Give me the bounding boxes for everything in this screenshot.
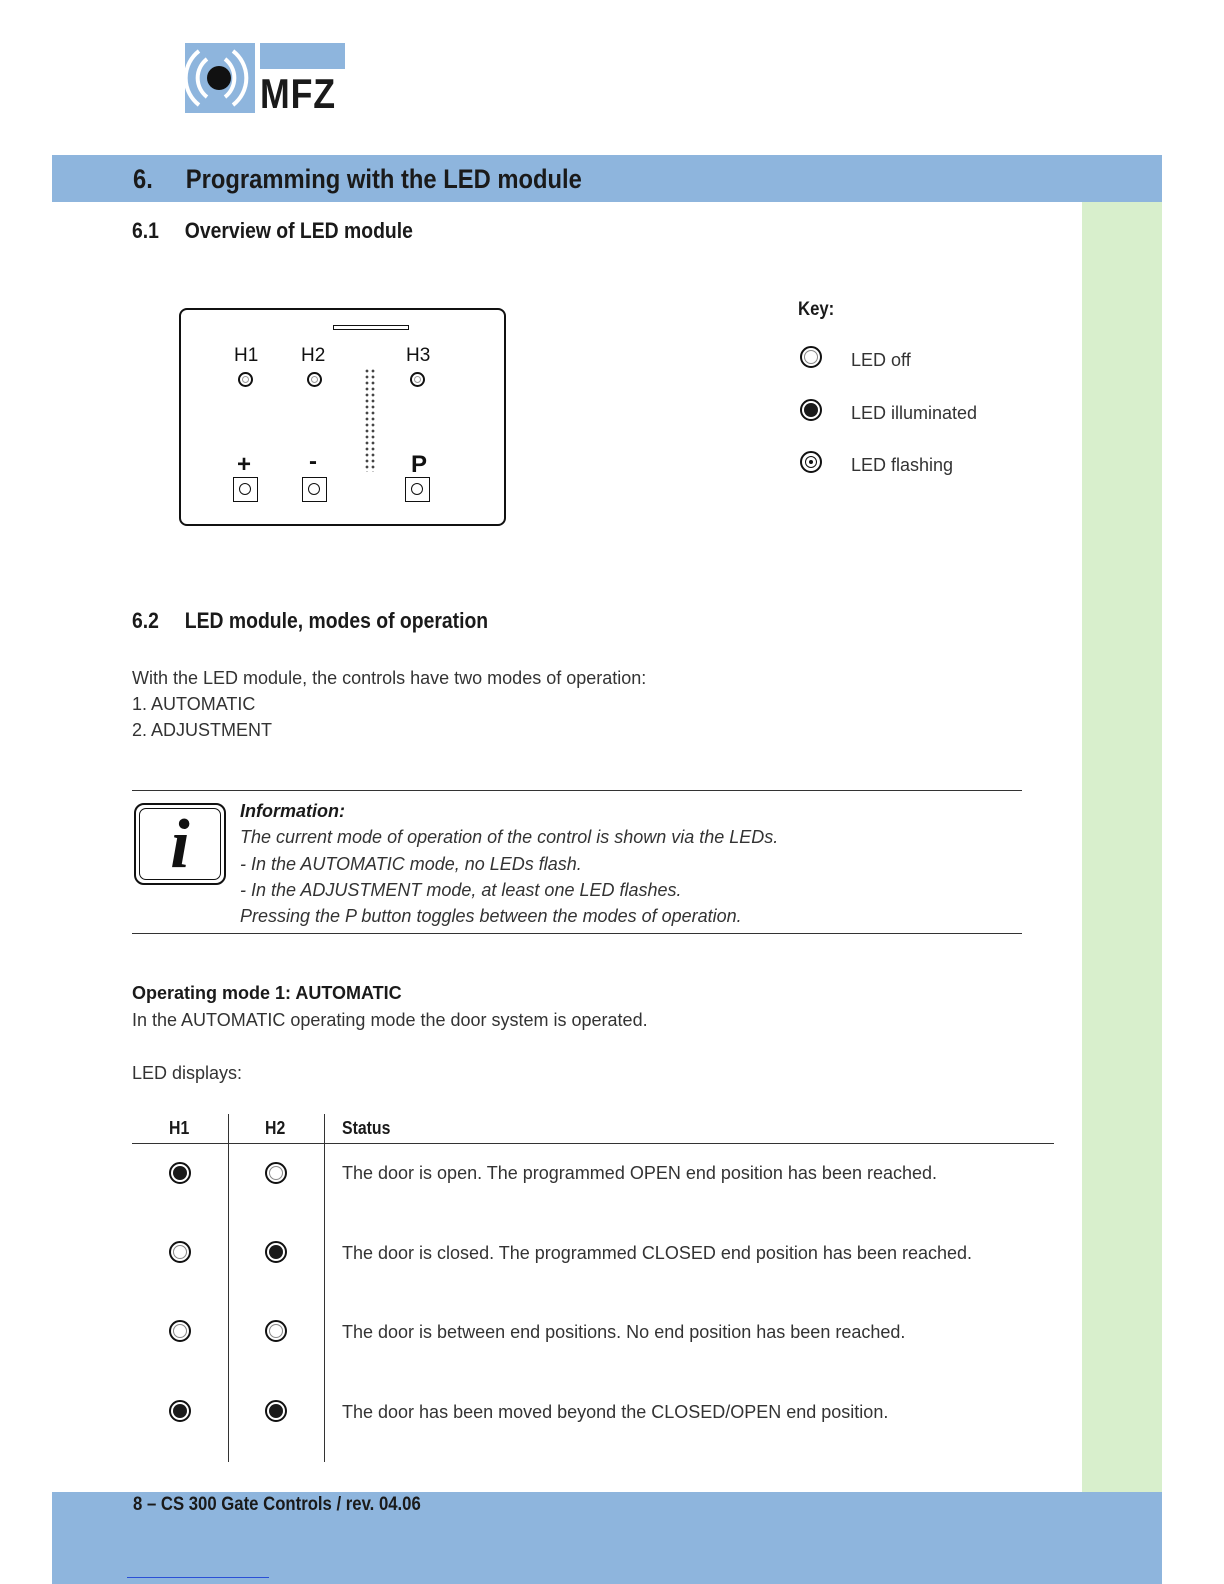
mode1-heading: Operating mode 1: AUTOMATIC: [132, 983, 402, 1003]
table-status-text: The door is closed. The programmed CLOSED end position has been reached.: [342, 1243, 973, 1263]
key-led-flash-label: LED flashing: [851, 455, 954, 475]
logo-bar: [260, 43, 345, 69]
info-line: The current mode of operation of the control is shown via the LEDs.: [240, 827, 779, 848]
mode-list-item: 2. ADJUSTMENT: [132, 720, 273, 740]
table-column-divider: [324, 1114, 325, 1462]
module-led-h2: [307, 372, 322, 387]
module-led-h1: [238, 372, 253, 387]
module-symbol-p: P: [411, 451, 428, 478]
led-module-diagram: [179, 308, 506, 526]
info-title: Information:: [240, 801, 345, 821]
table-status-text: The door is open. The programmed OPEN end position has been reached.: [342, 1163, 938, 1183]
table-led-h2-icon: [265, 1320, 287, 1342]
key-led-off-icon: [800, 346, 822, 368]
table-header-h1: H1: [169, 1118, 190, 1138]
logo-text: MFZ: [260, 70, 336, 117]
key-led-on-icon: [800, 399, 822, 421]
table-header-rule: [132, 1143, 1054, 1144]
module-button-plus: [233, 477, 258, 502]
key-led-on-label: LED illuminated: [851, 403, 978, 423]
table-led-h2-icon: [265, 1400, 287, 1422]
footer-page-info: 8 – CS 300 Gate Controls / rev. 04.06: [133, 1494, 421, 1515]
modes-intro: [132, 665, 646, 743]
info-line: Pressing the P button toggles between the modes of operation.: [240, 906, 742, 927]
table-led-h2-icon: [265, 1241, 287, 1263]
info-line: - In the ADJUSTMENT mode, at least one LED flashes.: [240, 879, 682, 900]
key-title: Key:: [798, 299, 835, 320]
table-header-h2: H2: [265, 1118, 286, 1138]
section-number: 6.1: [132, 218, 159, 243]
module-button-p: [405, 477, 430, 502]
module-led-h3: [410, 372, 425, 387]
logo-mark: [185, 43, 255, 113]
info-line: - In the AUTOMATIC mode, no LEDs flash.: [240, 853, 582, 874]
module-slot: [333, 325, 409, 330]
module-label-h2: H2: [301, 345, 326, 366]
module-symbol-minus: -: [309, 448, 317, 475]
table-status-text: The door has been moved beyond the CLOSED/OPEN end position.: [342, 1402, 889, 1422]
information-icon: i: [134, 803, 226, 885]
module-label-h1: H1: [234, 345, 259, 366]
info-divider-bottom: [132, 933, 1022, 934]
page-title: [133, 160, 582, 198]
table-led-h1-icon: [169, 1320, 191, 1342]
mfz-logo: [185, 43, 345, 115]
mode-list-item: 1. AUTOMATIC: [132, 694, 256, 714]
section-title: Overview of LED module: [184, 218, 413, 243]
table-column-divider: [228, 1114, 229, 1462]
table-led-h1-icon: [169, 1162, 191, 1184]
table-led-h2-icon: [265, 1162, 287, 1184]
section-6-1-heading: [132, 218, 413, 244]
info-note: [240, 798, 778, 929]
section-number: 6.2: [132, 608, 159, 633]
module-label-h3: H3: [406, 345, 431, 366]
module-button-minus: [302, 477, 327, 502]
key-led-off-label: LED off: [851, 350, 911, 370]
margin-strip: [1082, 202, 1162, 1492]
module-speaker-grille: [364, 368, 376, 472]
signal-icon: [185, 43, 255, 113]
table-status-text: The door is between end positions. No end position has been reached.: [342, 1322, 906, 1342]
page-title-text: Programming with the LED module: [185, 164, 582, 194]
key-led-flash-icon: [800, 451, 822, 473]
table-led-h1-icon: [169, 1400, 191, 1422]
module-symbol-plus: +: [237, 451, 252, 478]
footer-link-underline: [127, 1577, 269, 1578]
led-displays-label: LED displays:: [132, 1063, 243, 1083]
info-divider-top: [132, 790, 1022, 791]
table-header-status: Status: [342, 1118, 391, 1138]
section-title: LED module, modes of operation: [184, 608, 489, 633]
modes-intro-text: With the LED module, the controls have two modes of operation:: [132, 668, 647, 688]
section-6-2-heading: [132, 608, 488, 634]
page-title-number: 6.: [133, 164, 153, 194]
table-led-h1-icon: [169, 1241, 191, 1263]
mode1-description: In the AUTOMATIC operating mode the door system is operated.: [132, 1010, 648, 1030]
